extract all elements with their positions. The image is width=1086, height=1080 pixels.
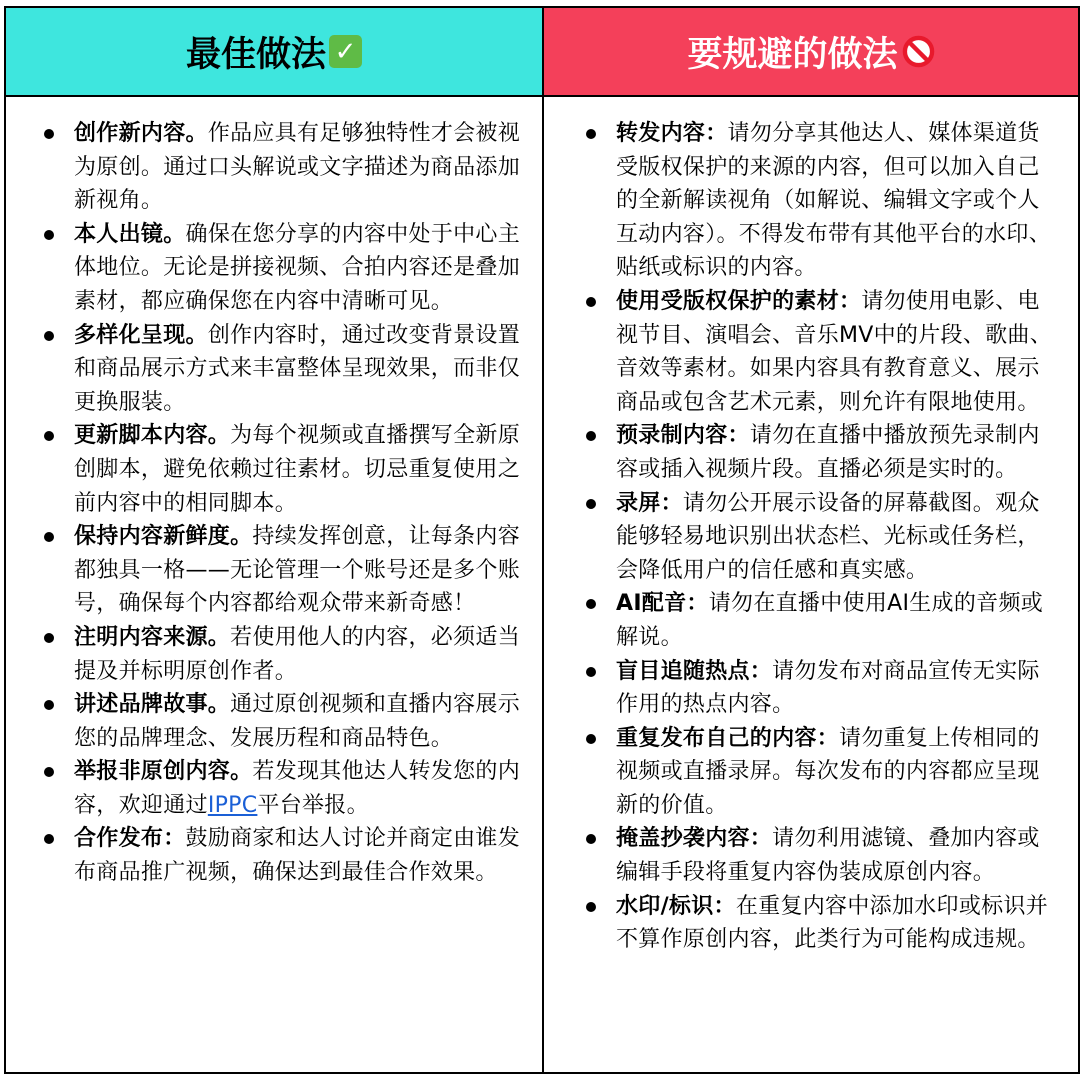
bullet-icon — [44, 767, 54, 777]
avoid-practices-list — [616, 117, 1060, 957]
item-text: 请勿在直播中播放预先录制内容或插入视频片段。直播必须是实时的。 — [616, 423, 1040, 482]
item-term: 创作新内容。 — [74, 121, 208, 146]
item-term: 掩盖抄袭内容： — [616, 826, 773, 852]
best-practices-column — [6, 97, 544, 1072]
item-term: 本人出镜。 — [74, 221, 186, 247]
list-item — [616, 285, 1060, 419]
list-item — [42, 621, 522, 688]
item-term: 更新脚本内容。 — [74, 423, 231, 449]
item-text: 持续发挥创意，让每条内容都独具一格——无论管理一个账号还是多个账号，确保每个内容都给观众带来新奇感！ — [74, 524, 521, 617]
list-item — [616, 587, 1060, 654]
item-text: 请勿重复上传相同的视频或直播录屏。每次发布的内容都应呈现新的价值。 — [616, 725, 1040, 818]
item-term: 使用受版权保护的素材： — [616, 288, 862, 314]
item-text: 作品应具有足够独特性才会被视为原创。通过口头解说或文字描述为商品添加新视角。 — [74, 121, 521, 214]
item-term: 转发内容： — [616, 121, 728, 146]
bullet-icon — [44, 431, 54, 441]
bullet-icon — [586, 667, 596, 677]
item-term: 预录制内容： — [616, 423, 750, 449]
item-term: 注明内容来源。 — [74, 624, 231, 650]
item-term: 举报非原创内容。 — [74, 759, 253, 785]
bullet-icon — [44, 633, 54, 643]
list-item — [616, 487, 1060, 588]
bullet-icon — [586, 129, 596, 139]
list-item — [42, 117, 522, 218]
comparison-table — [4, 6, 1080, 1074]
list-item — [616, 722, 1060, 823]
list-item — [42, 822, 522, 889]
item-text: 通过原创视频和直播内容展示您的品牌理念、发展历程和商品特色。 — [74, 692, 521, 751]
item-term: 录屏： — [616, 490, 683, 516]
item-term: 合作发布： — [74, 826, 186, 852]
bullet-icon — [586, 599, 596, 609]
list-item — [42, 319, 522, 420]
item-text: 请勿使用电影、电视节目、演唱会、音乐MV中的片段、歌曲、音效等素材。如果内容具有教育意义、展示商品或包含艺术元素，则允许有限地使用。 — [616, 288, 1053, 415]
item-term: 水印/标识： — [616, 893, 736, 919]
item-text: 请勿利用滤镜、叠加内容或编辑手段将重复内容伪装成原创内容。 — [616, 826, 1040, 886]
check-mark-icon — [329, 35, 362, 68]
bullet-icon — [586, 902, 596, 912]
item-text: 确保在您分享的内容中处于中心主体地位。无论是拼接视频、合拍内容还是叠加素材，都应确保您在内容中清晰可见。 — [74, 221, 521, 314]
item-text: 若发现其他达人转发您的内容，欢迎通过 — [74, 759, 521, 818]
ippc-link[interactable]: IPPC — [207, 792, 258, 818]
list-item — [42, 520, 522, 621]
avoid-practices-header — [544, 8, 1078, 97]
item-term: 重复发布自己的内容： — [616, 725, 840, 751]
item-text: 鼓励商家和达人讨论并商定由谁发布商品推广视频，确保达到最佳合作效果。 — [74, 826, 521, 886]
list-item — [616, 419, 1060, 486]
item-text: 为每个视频或直播撰写全新原创脚本，避免依赖过往素材。切忌重复使用之前内容中的相同脚本。 — [74, 423, 521, 516]
item-term: AI配音： — [616, 591, 709, 617]
list-item — [616, 890, 1060, 957]
list-item — [42, 419, 522, 520]
bullet-icon — [44, 532, 54, 542]
best-practices-header — [6, 8, 544, 97]
item-text: 创作内容时，通过改变背景设置和商品展示方式来丰富整体呈现效果，而非仅更换服装。 — [74, 322, 521, 415]
list-item — [42, 755, 522, 822]
prohibited-icon — [902, 35, 935, 68]
item-text: 若使用他人的内容，必须适当提及并标明原创作者。 — [74, 624, 521, 684]
avoid-practices-title: 要规避的做法 — [687, 34, 898, 75]
item-term: 多样化呈现。 — [74, 322, 208, 348]
list-item — [42, 218, 522, 319]
item-term: 讲述品牌故事。 — [74, 692, 231, 718]
item-text: 请勿发布对商品宣传无实际作用的热点内容。 — [616, 658, 1040, 718]
list-item — [616, 655, 1060, 722]
item-term: 盲目追随热点： — [616, 658, 773, 684]
bullet-icon — [586, 734, 596, 744]
item-text: 请勿在直播中使用AI生成的音频或解说。 — [616, 591, 1044, 650]
item-term: 保持内容新鲜度。 — [74, 524, 253, 550]
bullet-icon — [44, 331, 54, 341]
bullet-icon — [44, 230, 54, 240]
bullet-icon — [44, 129, 54, 139]
list-item — [42, 688, 522, 755]
list-item — [616, 117, 1060, 285]
best-practices-list — [42, 117, 522, 890]
bullet-icon — [586, 431, 596, 441]
bullet-icon — [586, 297, 596, 307]
item-text: 平台举报。 — [257, 792, 369, 818]
best-practices-title: 最佳做法 — [185, 34, 326, 75]
list-item — [616, 822, 1060, 889]
bullet-icon — [44, 700, 54, 710]
avoid-practices-column — [544, 97, 1078, 1072]
bullet-icon — [586, 834, 596, 844]
item-text: 请勿公开展示设备的屏幕截图。观众能够轻易地识别出状态栏、光标或任务栏，会降低用户的信任感和真实感。 — [616, 490, 1040, 583]
check-mark-glyph: ✓ — [334, 36, 357, 67]
item-text: 在重复内容中添加水印或标识并不算作原创内容，此类行为可能构成违规。 — [616, 893, 1049, 953]
item-text: 请勿分享其他达人、媒体渠道货受版权保护的来源的内容，但可以加入自己的全新解读视角（如解说、编辑文字或个人互动内容）。不得发布带有其他平台的水印、贴纸或标识的内容。 — [616, 121, 1052, 281]
bullet-icon — [586, 499, 596, 509]
bullet-icon — [44, 834, 54, 844]
